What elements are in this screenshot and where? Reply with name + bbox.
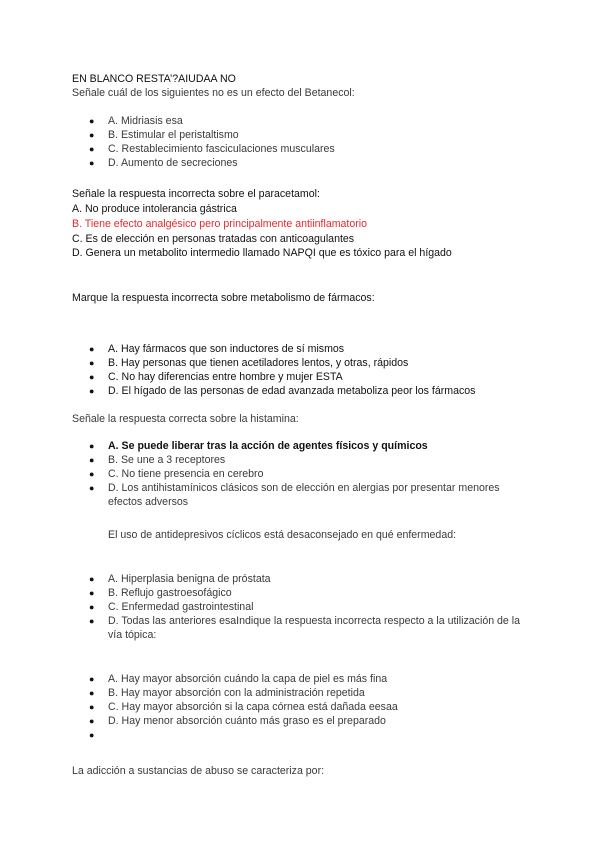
list-item: ● C. No hay diferencias entre hombre y mujer ESTA [89, 371, 343, 383]
question-2-option-b: B. Tiene efecto analgésico pero principalmente antiinflamatorio [72, 218, 368, 230]
question-2-option-a: A. No produce intolerancia gástrica [72, 203, 237, 215]
list-item: ● D. El hígado de las personas de edad avanzada metaboliza peor los fármacos [89, 385, 476, 397]
bullet-icon: ● [89, 144, 95, 154]
bullet-icon: ● [89, 116, 95, 126]
bullet-icon: ● [89, 344, 95, 354]
bullet-icon: ● [89, 702, 95, 712]
bullet-icon: ● [89, 441, 95, 451]
list-item: ● C. Enfermedad gastrointestinal [89, 601, 254, 613]
bullet-icon: ● [89, 469, 95, 479]
list-item: ● B. Estimular el peristaltismo [89, 129, 239, 141]
question-2-option-c: C. Es de elección en personas tratadas con anticoagulantes [72, 233, 355, 245]
list-item: ● A. Midriasis esa [89, 115, 183, 127]
list-item: ● D. Los antihistamínicos clásicos son de elección en alergias por presentar menores efectos adversos [89, 482, 500, 508]
bullet-icon: ● [89, 372, 95, 382]
bullet-icon: ● [89, 574, 95, 584]
question-7: La adicción a sustancias de abuso se caracteriza por: [72, 765, 325, 777]
list-item: ● C. Hay mayor absorción si la capa córnea está dañada eesaa [89, 701, 398, 713]
question-1-options [89, 114, 335, 170]
question-2-option-d: D. Genera un metabolito intermedio llamado NAPQI que es tóxico para el hígado [72, 247, 452, 259]
bullet-icon: ● [89, 386, 95, 396]
bullet-icon: ● [89, 130, 95, 140]
bullet-icon: ● [89, 588, 95, 598]
list-item: ● B. Hay personas que tienen acetiladores lentos, y otras, rápidos [89, 357, 409, 369]
question-4-options [89, 439, 526, 509]
question-2: Señale la respuesta incorrecta sobre el paracetamol: [72, 188, 320, 200]
list-item: ● D. Hay menor absorción cuánto más graso es el preparado [89, 715, 386, 727]
question-5: El uso de antidepresivos cíclicos está desaconsejado en qué enfermedad: [108, 529, 457, 541]
question-1: Señale cuál de los siguientes no es un efecto del Betanecol: [72, 87, 355, 99]
question-4: Señale la respuesta correcta sobre la histamina: [72, 413, 299, 425]
page-header: EN BLANCO RESTA’?AIUDAA NO [72, 73, 236, 85]
list-item: ● C. Restablecimiento fasciculaciones musculares [89, 143, 335, 155]
bullet-icon: ● [89, 716, 95, 726]
list-item: ● D. Aumento de secreciones [89, 157, 238, 169]
list-item: ● A. Hay fármacos que son inductores de sí mismos [89, 343, 345, 355]
bullet-icon: ● [89, 730, 95, 740]
bullet-icon: ● [89, 674, 95, 684]
bullet-icon: ● [89, 616, 95, 626]
list-item: ● A. Se puede liberar tras la acción de agentes físicos y químicos [89, 440, 428, 452]
list-item: ● C. No tiene presencia en cerebro [89, 468, 264, 480]
bullet-icon: ● [89, 158, 95, 168]
bullet-icon: ● [89, 688, 95, 698]
bullet-icon: ● [89, 455, 95, 465]
list-item: ● A. Hiperplasia benigna de próstata [89, 573, 271, 585]
question-3-options [89, 342, 476, 398]
bullet-icon: ● [89, 602, 95, 612]
list-item: ● B. Reflujo gastroesofágico [89, 587, 232, 599]
question-6-options [89, 672, 398, 740]
question-3: Marque la respuesta incorrecta sobre metabolismo de fármacos: [72, 292, 375, 304]
list-item: ● B. Se une a 3 receptores [89, 454, 226, 466]
list-item: ● A. Hay mayor absorción cuándo la capa de piel es más fina [89, 673, 388, 685]
list-item: ● D. Todas las anteriores esaIndique la respuesta incorrecta respecto a la utilización de la vía tópica: [89, 615, 521, 641]
question-5-options [89, 572, 526, 642]
bullet-icon: ● [89, 483, 95, 493]
bullet-icon: ● [89, 358, 95, 368]
list-item: ● B. Hay mayor absorción con la administración repetida [89, 687, 365, 699]
